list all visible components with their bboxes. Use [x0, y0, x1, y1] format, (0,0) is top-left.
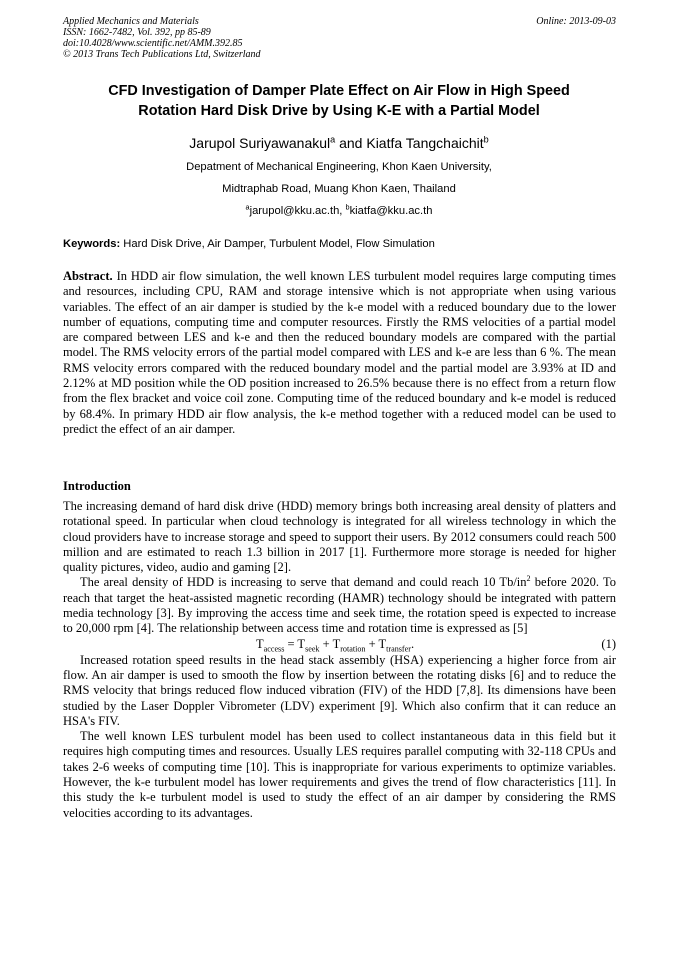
title-line-2: Rotation Hard Disk Drive by Using K-E with a Partial Model — [138, 103, 540, 119]
author-conjunction: and — [335, 135, 367, 151]
equation-1 — [63, 637, 616, 653]
intro-paragraph-3: Increased rotation speed results in the head stack assembly (HSA) experiencing a higher force from air flow. An air damper is used to smooth the flow by insertion between the rotating disks [6] and to reduce the RMS velocity that brings reduced flow induced vibration (FIV) of the HDD [7,8]. Its dimensions have been studied by the Laser Doppler Vibrometer (LDV) experiment [9]. Which also confirm that it can reduce an HSA's FIV. — [63, 652, 616, 728]
intro-p2-superscript: 2 — [526, 574, 531, 584]
journal-header — [63, 16, 616, 60]
doi-line[interactable]: doi:10.4028/www.scientific.net/AMM.392.85 — [63, 38, 243, 49]
issn-line: ISSN: 1662-7482, Vol. 392, pp 85-89 — [63, 27, 211, 38]
author-1: Jarupol Suriyawanakul — [189, 135, 331, 151]
intro-paragraph-1: The increasing demand of hard disk drive (HDD) memory brings both increasing areal density of platters and rotational speed. In particular when cloud technology is integrated for all wireless technology in which the cloud providers have to increase storage and speed to support their users. By 2012 consumers could reach 500 million and are estimated to reach 1.3 billion in 2017 [1]. Furthermore more storage is needed for higher quality pictures, video, audio and gaming [2]. — [63, 499, 616, 575]
affiliation-line-2: Midtraphab Road, Muang Khon Kaen, Thailand — [222, 183, 456, 195]
abstract-text: In HDD air flow simulation, the well known LES turbulent model requires large computing times and resources, including CPU, RAM and storage intensive which is not appropriate when using various variables. The effect of an air damper is studied by the k-e model with a reduced boundary due to the lower number of equations, computing time and computer resources. Firstly the RMS velocities of a partial model are compared between LES and k-e and then the reduced boundary models are compared with the partial model. The RMS velocity errors of the partial model compared with LES and k-e are less than 6 %. The mean RMS velocity errors compared with the reduced boundary model and the partial model are 3.93% at ID and 2.12% at MD position while the OD position increased to 26.5% because there is no effect from a return flow from the flex bracket and voice coil zone. Computing time of the reduced boundary and k-e model is reduced by 68.4%. In primary HDD air flow analysis, the k-e method together with a reduced model can be used to predict the effect of an air damper. — [63, 269, 616, 436]
journal-name: Applied Mechanics and Materials — [63, 16, 199, 27]
abstract-label: Abstract. — [63, 269, 113, 283]
intro-paragraph-2 — [63, 575, 616, 636]
intro-p2-start: The areal density of HDD is increasing to serve that demand and could reach 10 Tb/in — [80, 575, 527, 590]
intro-p2-rest: before 2020. To reach that target the heat-assisted magnetic recording (HAMR) technology should be integrated with pattern media technology [3]. By improving the access time and seek time, the rotation speed is expected to increase to 20,000 rpm [4]. The relationship between access time and rotation time is expressed as [5] — [63, 575, 616, 636]
keywords-text: Hard Disk Drive, Air Damper, Turbulent Model, Flow Simulation — [120, 238, 435, 250]
author-1-affil-mark: a — [330, 134, 336, 145]
author-emails — [60, 204, 618, 218]
section-heading-introduction: Introduction — [63, 479, 131, 493]
keywords — [63, 237, 616, 251]
email-b-mark: b — [345, 202, 350, 212]
paper-title — [60, 81, 618, 121]
online-date: Online: 2013-09-03 — [536, 16, 616, 27]
abstract — [63, 269, 616, 437]
keywords-label: Keywords: — [63, 238, 121, 250]
email-b[interactable]: kiatfa@kku.ac.th — [349, 205, 433, 217]
author-2-affil-mark: b — [483, 134, 489, 145]
introduction-body — [63, 499, 616, 821]
author-2: Kiatfa Tangchaichit — [366, 135, 484, 151]
author-list — [60, 135, 618, 152]
equation-expression: $T_{access} = T_{seek} + T_{rotation} + T_{transfer}$. — [256, 636, 415, 654]
affiliation-line-1: Depatment of Mechanical Engineering, Khon Kaen University, — [186, 161, 492, 173]
email-a-mark: a — [245, 202, 250, 212]
intro-paragraph-4: The well known LES turbulent model has been used to collect instantaneous data in this field but it requires high computing times and resources. Usually LES requires parallel computing with 32-118 CPUs and takes 2-6 weeks of computing time [10]. This is inappropriate for various experiments to optimize variables. However, the k-e turbulent model has lower requirements and gives the trend of flow characteristics [11]. In this study the k-e turbulent model is used to study the effect of an air damper by considering the RMS velocities according to its advantages. — [63, 729, 616, 820]
equation-number: (1) — [601, 636, 616, 651]
copyright-line: © 2013 Trans Tech Publications Ltd, Switzerland — [63, 49, 261, 60]
email-a[interactable]: jarupol@kku.ac.th, — [249, 205, 346, 217]
title-line-1: CFD Investigation of Damper Plate Effect on Air Flow in High Speed — [108, 83, 570, 99]
